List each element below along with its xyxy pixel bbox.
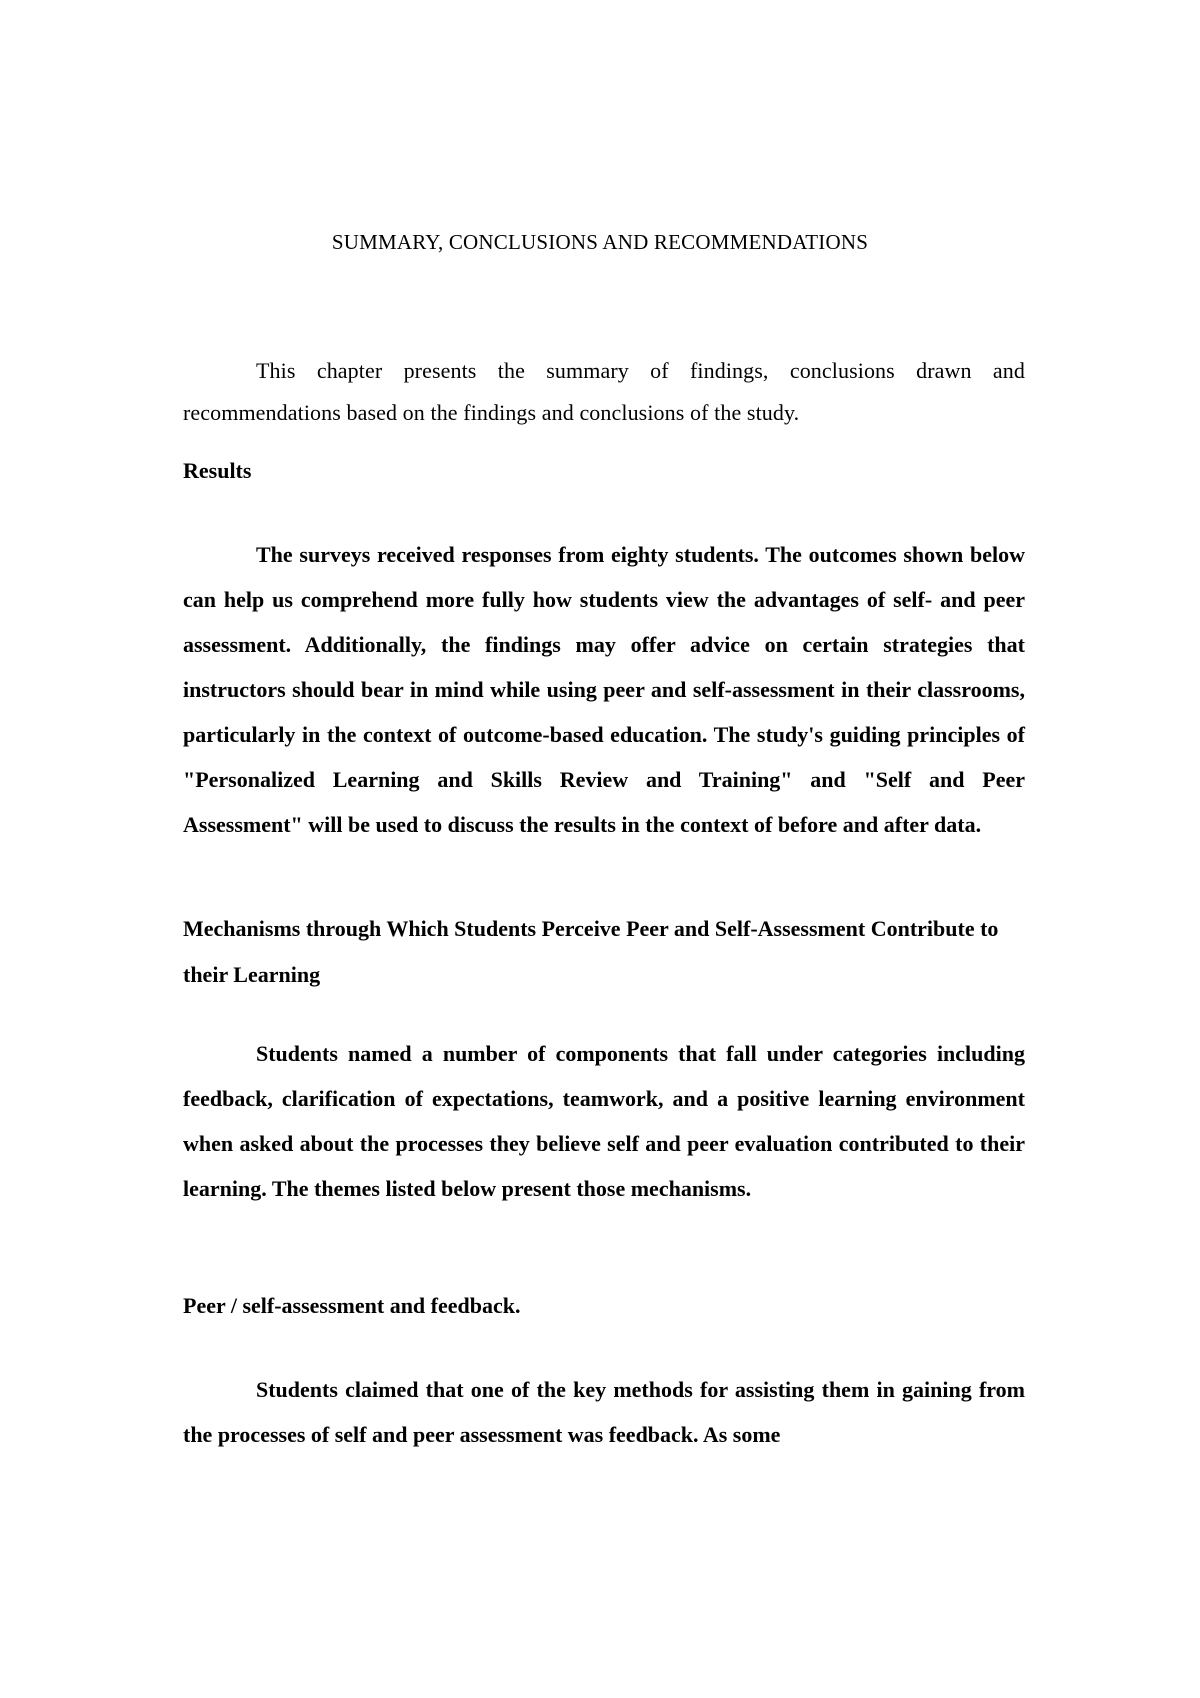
feedback-paragraph: Students claimed that one of the key methods for assisting them in gaining from the processes of self and peer assessment was feedback. As some [183,1377,1025,1447]
mechanisms-paragraph: Students named a number of components that fall under categories including feedback, clarification of expectations, teamwork, and a positive learning environment when asked about the processes they believe self and peer evaluation contributed to their learning. The themes listed below present those mechanisms. [183,1041,1025,1201]
mechanisms-heading: Mechanisms through Which Students Perceive Peer and Self-Assessment Contribute to their Learning [183,916,999,987]
results-heading: Results [183,458,252,483]
page-title: SUMMARY, CONCLUSIONS AND RECOMMENDATIONS [331,230,869,254]
feedback-heading: Peer / self-assessment and feedback. [183,1293,521,1318]
intro-paragraph: This chapter presents the summary of findings, conclusions drawn and recommendations based on the findings and conclusions of the study. [183,358,1025,425]
results-paragraph: The surveys received responses from eighty students. The outcomes shown below can help us comprehend more fully how students view the advantages of self- and peer assessment. Additionally, the findings may offer advice on certain strategies that instructors should bear in mind while using peer and self-assessment in their classrooms, particularly in the context of outcome-based education. The study's guiding principles of "Personalized Learning and Skills Review and Training" and "Self and Peer Assessment" will be used to discuss the results in the context of before and after data. [183,542,1025,837]
